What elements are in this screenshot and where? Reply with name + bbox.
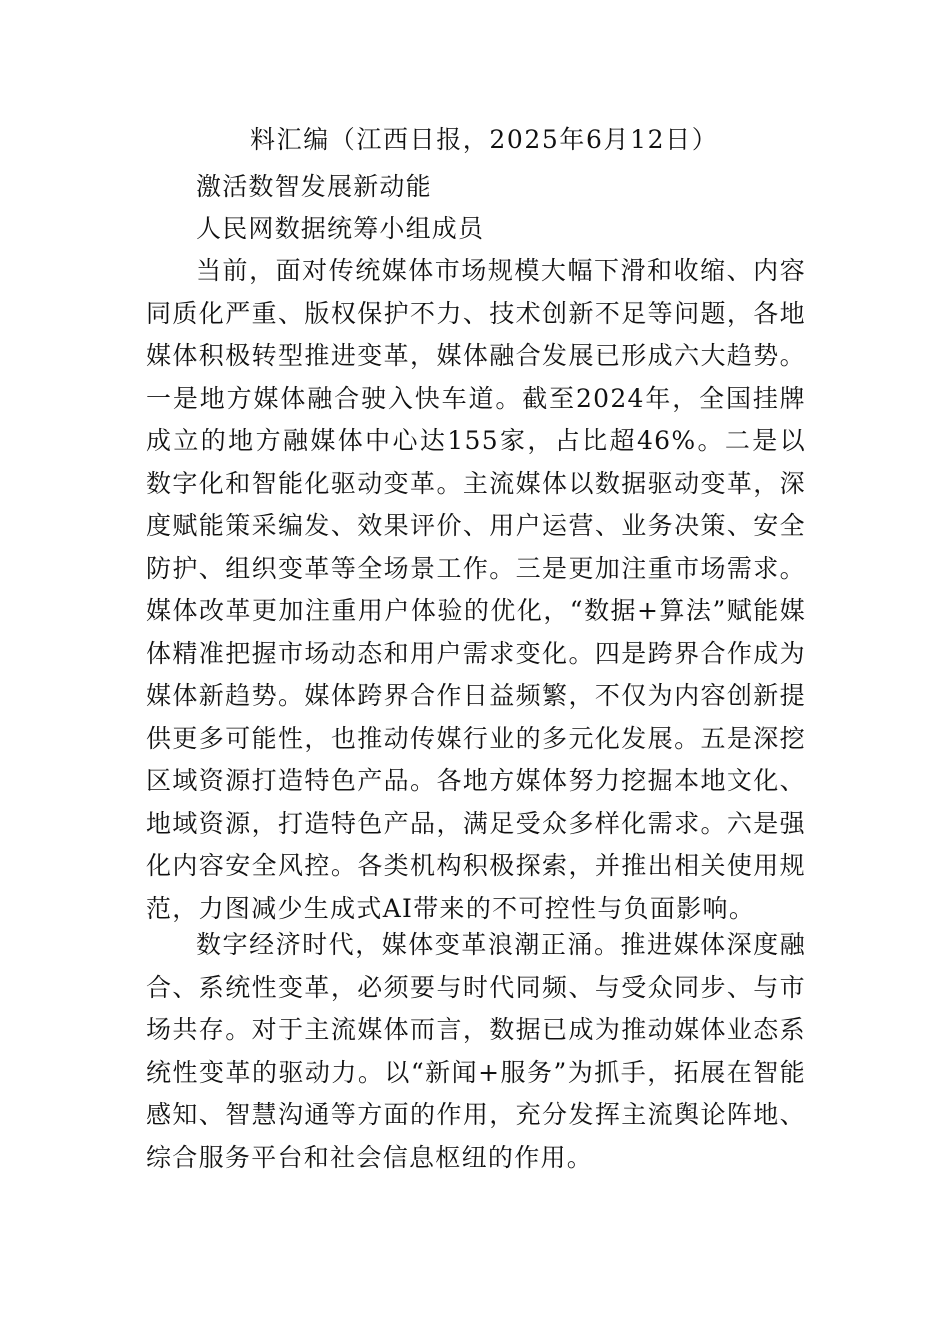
- body-paragraph-1: 当前，面对传统媒体市场规模大幅下滑和收缩、内容同质化严重、版权保护不力、技术创新不足等问题，各地媒体积极转型推进变革，媒体融合发展已形成六大趋势。一是地方媒体融合驶入快车道。截至2024年，全国挂牌成立的地方融媒体中心达155家，占比超46%。二是以数字化和智能化驱动变革。主流媒体以数据驱动变革，深度赋能策采编发、效果评价、用户运营、业务决策、安全防护、组织变革等全场景工作。三是更加注重市场需求。媒体改革更加注重用户体验的优化，“数据+算法”赋能媒体精准把握市场动态和用户需求变化。四是跨界合作成为媒体新趋势。媒体跨界合作日益频繁，不仅为内容创新提供更多可能性，也推动传媒行业的多元化发展。五是深挖区域资源打造特色产品。各地方媒体努力挖掘本地文化、地域资源，打造特色产品，满足受众多样化需求。六是强化内容安全风控。各类机构积极探索，并推出相关使用规范，力图减少生成式AI带来的不可控性与负面影响。: [146, 256, 806, 923]
- body-paragraph-2: 数字经济时代，媒体变革浪潮正涌。推进媒体深度融合、系统性变革，必须要与时代同频、与受众同步、与市场共存。对于主流媒体而言，数据已成为推动媒体业态系统性变革的驱动力。以“新闻+服务”为抓手，拓展在智能感知、智慧沟通等方面的作用，充分发挥主流舆论阵地、综合服务平台和社会信息枢纽的作用。: [146, 930, 806, 1172]
- source-line: 料汇编（江西日报，2025年6月12日）: [250, 125, 719, 154]
- article-headline: 激活数智发展新动能: [196, 172, 432, 201]
- article-byline: 人民网数据统筹小组成员: [196, 214, 485, 243]
